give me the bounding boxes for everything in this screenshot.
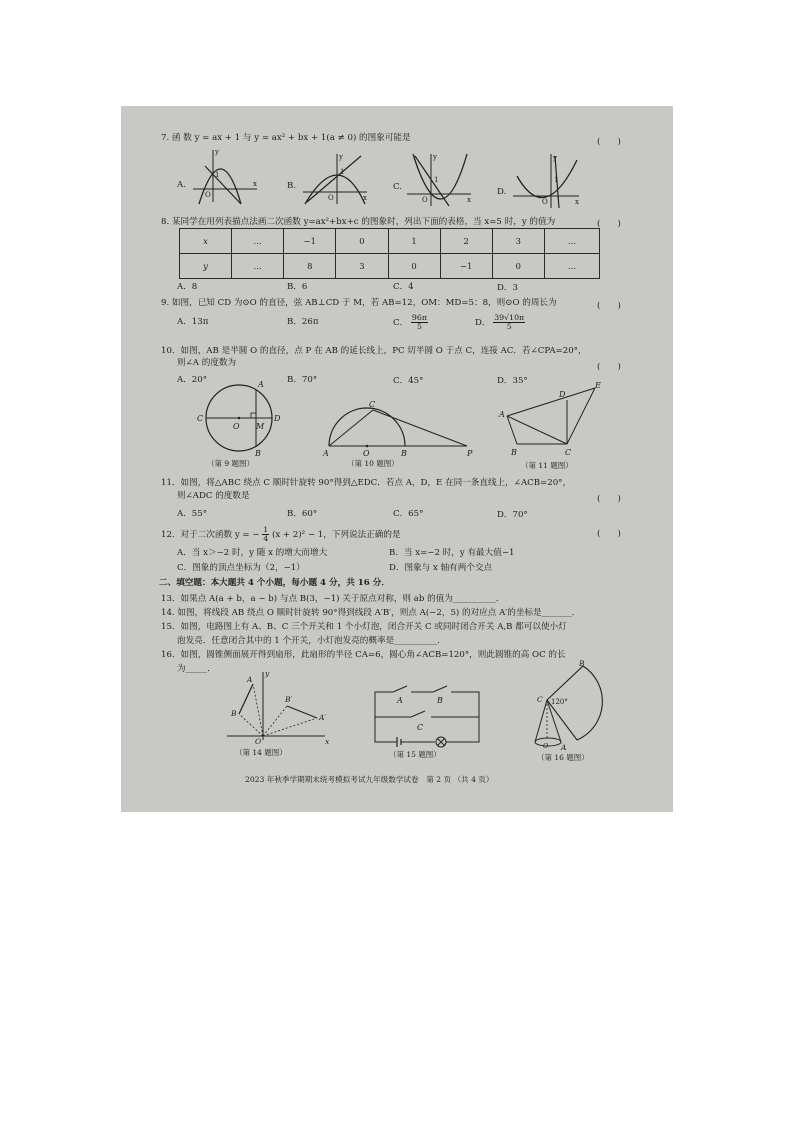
figure-11-caption: （第 11 题图） <box>521 461 573 470</box>
graph-b-y: y <box>339 153 343 161</box>
table-row-x <box>180 229 600 254</box>
q11-stem-line1: 11．如图，将△ABC 绕点 C 顺时针旋转 90°得到△EDC．若点 A，D，E 在同一条直线上，∠ACB=20°， <box>161 478 572 488</box>
q12-option-b: B．当 x=−2 时，y 有最大值−1 <box>389 548 515 558</box>
q7-graph-d <box>511 152 583 210</box>
fig11-label-b: B <box>511 448 517 457</box>
table-cell: … <box>544 229 599 254</box>
figure-14-rotation <box>225 668 335 744</box>
graph-a-one: 1 <box>215 171 220 179</box>
table-cell: −1 <box>284 229 336 254</box>
q10-option-b: B．70° <box>287 375 318 385</box>
table-row-y <box>180 254 600 279</box>
fig9-label-d: D <box>274 414 281 423</box>
table-cell: 1 <box>388 229 440 254</box>
section-2-heading: 二、填空题：本大题共 4 个小题，每小题 4 分，共 16 分． <box>159 578 390 588</box>
figure-16-cone-sector <box>525 659 617 752</box>
q10-option-a: A．20° <box>177 375 208 385</box>
table-cell: 3 <box>492 229 544 254</box>
figure-9-circle <box>197 376 287 460</box>
q7-answer-paren: ( ) <box>597 137 621 147</box>
q11-option-c: C．65° <box>393 509 424 519</box>
fig9-label-b: B <box>255 449 261 458</box>
table-cell: 0 <box>492 254 544 279</box>
fig14-label-o: O <box>255 737 262 746</box>
q11-option-a: A．55° <box>177 509 208 519</box>
q9-option-c <box>393 314 428 331</box>
table-cell: 3 <box>336 254 388 279</box>
q12-option-c: C．图象的顶点坐标为（2，−1） <box>177 563 305 573</box>
fig11-label-c: C <box>565 448 572 457</box>
q12-stem-end: (x + 2)² − 1，下列说法正确的是 <box>271 530 401 541</box>
q9-option-d-fraction: $\frac{39√10\pi}{5}$ <box>494 313 525 332</box>
fig9-label-o: O <box>233 422 240 431</box>
fig10-label-b: B <box>401 449 407 458</box>
table-cell: 0 <box>336 229 388 254</box>
q7-option-b-label: B. <box>287 181 297 191</box>
q11-option-b: B．60° <box>287 509 318 519</box>
q9-option-a: A．13π <box>177 317 209 327</box>
graph-b-o: O <box>328 194 334 202</box>
q8-option-c: C．4 <box>393 282 414 292</box>
table-cell: … <box>232 254 284 279</box>
table-cell: −1 <box>440 254 492 279</box>
q9-option-d-label: D． <box>475 318 491 329</box>
figure-15-circuit <box>367 684 487 750</box>
q7-option-c-label: C. <box>393 182 403 192</box>
graph-a-y: y <box>215 148 219 156</box>
q8-option-d: D．3 <box>497 283 518 293</box>
graph-d-one: 1 <box>554 176 559 184</box>
q8-stem: 8. 某同学在用列表描点法画二次函数 y=ax²+bx+c 的图象时，列出下面的表格，当 x=5 时，y 的值为 <box>161 217 556 227</box>
table-cell: 2 <box>440 229 492 254</box>
fig16-label-o: O <box>543 742 549 750</box>
q12-option-d: D．图象与 x 轴有两个交点 <box>389 563 493 573</box>
q11-stem-line2: 则∠ADC 的度数是 <box>177 491 250 501</box>
fig15-switch-c-label: C <box>417 723 424 732</box>
fig10-label-o: O <box>363 449 370 458</box>
table-cell: … <box>544 254 599 279</box>
figure-14-caption: （第 14 题图） <box>235 748 287 757</box>
q10-stem-line1: 10．如图，AB 是半圆 O 的直径，点 P 在 AB 的延长线上，PC 切半圆 O 于点 C，连接 AC．若∠CPA=20°， <box>161 346 587 356</box>
fig9-label-a: A <box>258 380 264 389</box>
q11-option-d: D．70° <box>497 510 528 520</box>
graph-a-o: O <box>205 191 211 199</box>
q10-option-d: D．35° <box>497 376 528 386</box>
fig9-label-c: C <box>197 414 204 423</box>
q12-stem-start: 12．对于二次函数 y = − <box>161 530 260 541</box>
q9-stem: 9. 如图，已知 CD 为⊙O 的直径，弦 AB⊥CD 于 M，若 AB=12，OM：MD=5：8，则⊙O 的周长为 <box>161 298 557 308</box>
fig10-label-a: A <box>323 449 329 458</box>
fig10-label-p: P <box>467 449 473 458</box>
q12-stem <box>161 526 401 543</box>
figure-16-caption: （第 16 题图） <box>537 753 589 762</box>
q8-value-table <box>179 228 600 279</box>
q8-option-b: B．6 <box>287 282 308 292</box>
fig10-label-c: C <box>369 400 376 409</box>
q9-option-b: B．26π <box>287 317 319 327</box>
table-cell: … <box>232 229 284 254</box>
q7-stem: 7. 函 数 y = ax + 1 与 y = ax² + bx + 1(a ≠ 0) 的图象可能是 <box>161 133 411 143</box>
q7-graph-a <box>191 146 261 204</box>
fig14-label-b: B <box>231 709 237 718</box>
q9-option-c-fraction: $\frac{96\pi}{5}$ <box>411 313 427 332</box>
figure-11-triangles <box>495 380 605 460</box>
table-cell: y <box>180 254 232 279</box>
q14-text: 14. 如图，将线段 AB 绕点 O 顺时针旋转 90°得到线段 A′B′，则点 A(−2，5) 的对应点 A′的坐标是_______． <box>161 608 581 618</box>
q15-line2: 泡发亮．任意闭合其中的 1 个开关，小灯泡发亮的概率是__________． <box>177 636 446 646</box>
q12-option-a: A．当 x＞−2 时，y 随 x 的增大而增大 <box>177 548 328 558</box>
graph-d-x: x <box>575 198 579 206</box>
fig16-label-a: A <box>561 743 567 752</box>
q7-option-d-label: D. <box>497 187 507 197</box>
graph-c-x: x <box>467 196 471 204</box>
q12-fraction: $\frac{1}{4}$ <box>263 525 269 544</box>
table-cell: x <box>180 229 232 254</box>
graph-a-x: x <box>253 180 257 188</box>
graph-c-o: O <box>422 196 428 204</box>
fig14-label-y: y <box>265 669 270 678</box>
figure-10-semicircle <box>321 396 481 456</box>
figure-10-caption: （第 10 题图） <box>347 459 399 468</box>
q13-text: 13．如果点 A(a + b，a − b) 与点 B(3，−1) 关于原点对称，则 ab 的值为__________． <box>161 594 505 604</box>
q9-answer-paren: ( ) <box>597 301 621 311</box>
graph-c-one: 1 <box>434 176 439 184</box>
fig14-label-a-prime: A′ <box>319 713 327 722</box>
fig15-switch-a-label: A <box>397 696 403 705</box>
fig11-label-e: E <box>595 381 601 390</box>
graph-d-o: O <box>542 198 548 206</box>
fig16-label-b: B <box>579 659 585 668</box>
fig16-angle-label: 120° <box>551 698 568 706</box>
graph-c-y: y <box>433 153 437 161</box>
exam-page-photo <box>121 106 673 812</box>
q7-graph-c <box>405 150 475 208</box>
q9-option-c-label: C． <box>393 318 409 329</box>
q11-answer-paren: ( ) <box>597 494 621 504</box>
graph-b-x: x <box>363 194 367 202</box>
q12-answer-paren: ( ) <box>597 529 621 539</box>
q10-option-c: C．45° <box>393 376 424 386</box>
fig14-label-b-prime: B′ <box>285 695 293 704</box>
q7-option-a-label: A. <box>177 180 186 190</box>
q9-option-d <box>475 314 525 331</box>
q8-answer-paren: ( ) <box>597 219 621 229</box>
fig14-label-x: x <box>325 737 330 746</box>
table-cell: 0 <box>388 254 440 279</box>
q10-stem-line2: 则∠A 的度数为 <box>177 358 237 368</box>
fig11-label-d: D <box>559 390 566 399</box>
q16-line1: 16．如图，圆锥侧面展开得到扇形，此扇形的半径 CA=6，圆心角∠ACB=120°，则此圆锥的高 OC 的长 <box>161 650 566 660</box>
graph-d-y: y <box>553 154 557 162</box>
page-footer: 2023 年秋季学期期末统考模拟考试九年级数学试卷 第 2 页 （共 4 页） <box>245 775 494 784</box>
fig14-label-a: A <box>247 675 253 684</box>
figure-15-caption: （第 15 题图） <box>389 750 441 759</box>
fig15-switch-b-label: B <box>437 696 443 705</box>
q16-line2: 为_____． <box>177 664 216 674</box>
fig9-label-m: M <box>256 422 265 431</box>
q8-option-a: A．8 <box>177 282 198 292</box>
q15-line1: 15．如图，电路图上有 A、B、C 三个开关和 1 个小灯泡，闭合开关 C 或同时闭合开关 A,B 都可以使小灯 <box>161 622 567 632</box>
graph-b-one: 1 <box>340 168 345 176</box>
fig11-label-a: A <box>499 410 505 419</box>
q7-graph-b <box>301 152 371 206</box>
fig16-label-c: C <box>537 695 543 704</box>
q10-answer-paren: ( ) <box>597 362 621 372</box>
figure-9-caption: （第 9 题图） <box>207 459 255 468</box>
table-cell: 8 <box>284 254 336 279</box>
